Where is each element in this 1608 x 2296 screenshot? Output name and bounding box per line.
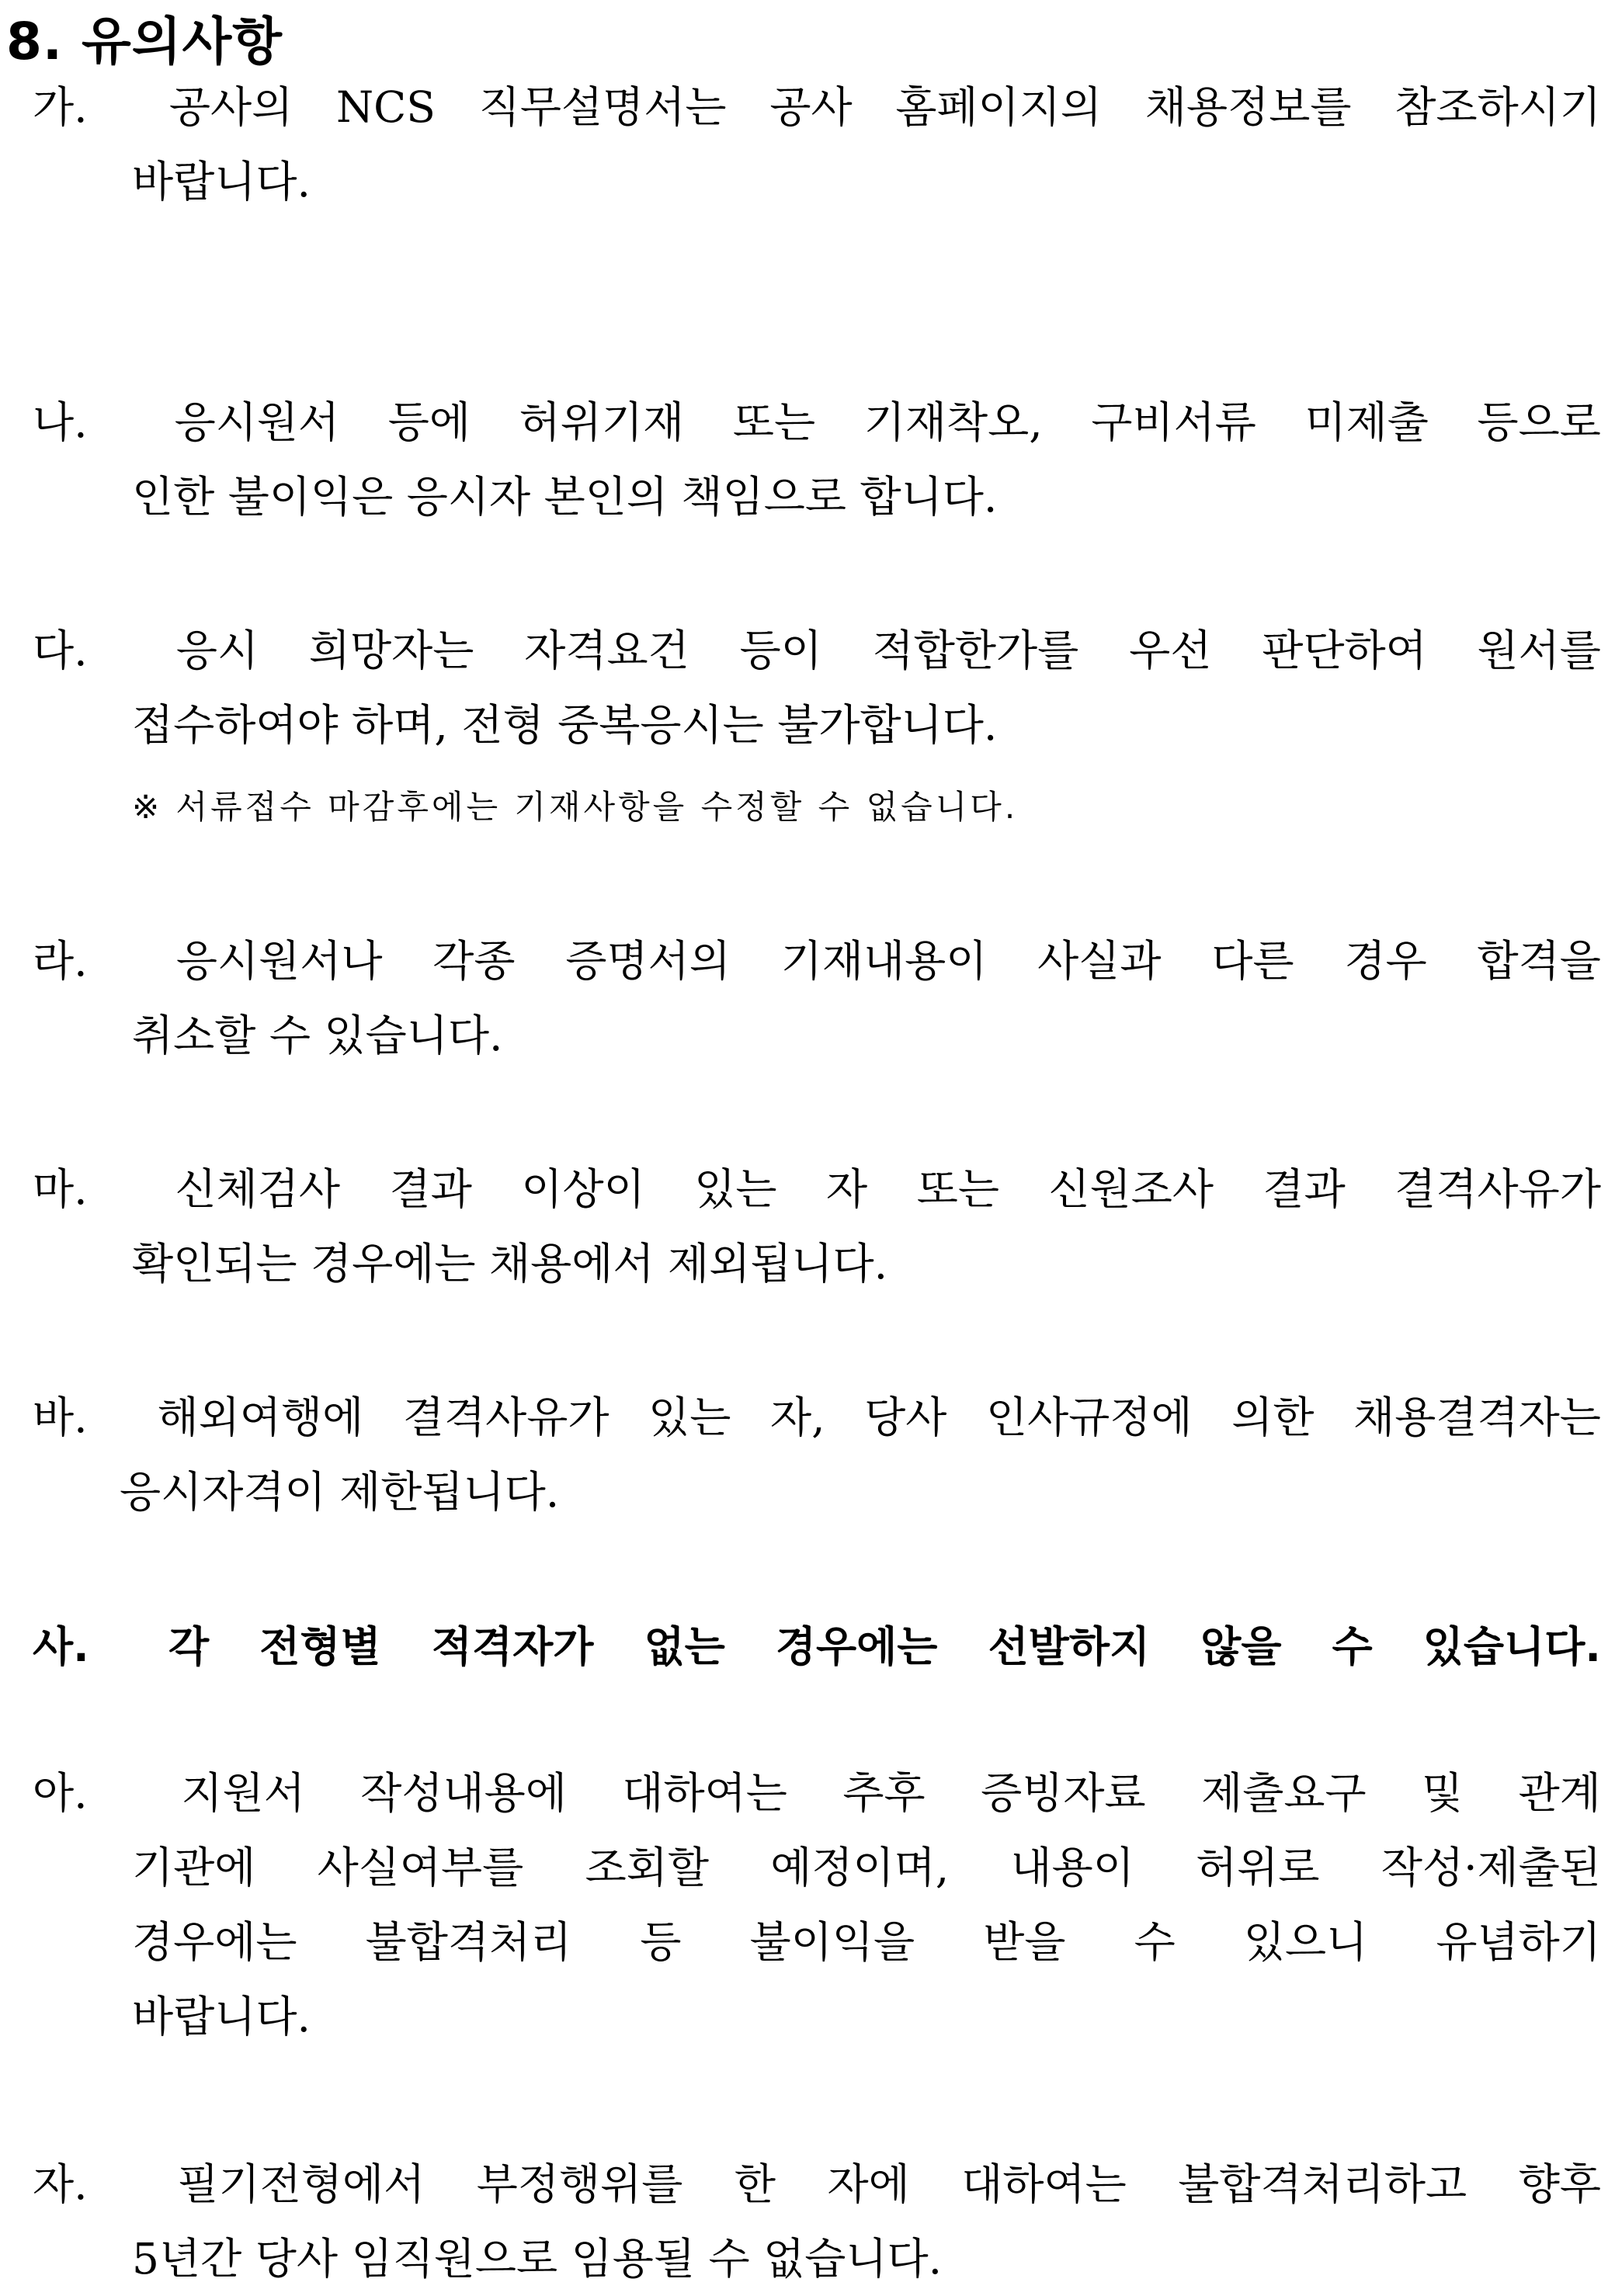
line-text: 응시자격이 제한됩니다. [120,1467,560,1517]
item-continuation-line [33,1979,1601,2054]
word: 선발하지 [988,1622,1151,1671]
word: 관계 [1518,1768,1601,1818]
word: 있으니 [1243,1917,1368,1967]
word: 다른 [1211,936,1294,986]
word: 응시원서 [174,397,340,447]
line-text: 확인되는 경우에는 채용에서 제외됩니다. [132,1239,888,1288]
item-first-line [33,1756,1601,1830]
word: 있습니다. [1422,1622,1601,1671]
word: 않을 [1200,1622,1282,1671]
line-text: 접수하여야 하며, 전형 중복응시는 불가합니다. [132,700,998,750]
word: 또는 [732,397,816,447]
line-text: 5년간 당사 임직원으로 임용될 수 없습니다. [132,2234,943,2284]
word: 경우 [1344,936,1427,986]
word: 당사 [864,1393,947,1442]
item-continuation-line [33,1905,1601,1979]
line-text: 바랍니다. [132,157,311,206]
item-marker: 사. [33,1622,89,1671]
notice-item-ra [33,924,1601,1073]
note-text: ※ 서류접수 마감후에는 기재사항을 수정할 수 없습니다. [132,788,1019,826]
notice-item-ga [33,70,1601,219]
item-continuation-line [33,998,1601,1073]
word: 있는 [648,1393,731,1442]
word: 적합한가를 [872,626,1079,675]
word: 홈페이지의 [895,82,1103,132]
word: 제출요구 [1201,1768,1367,1818]
item-continuation-line [33,460,1601,534]
word: 작성내용에 [360,1768,567,1818]
item-continuation-line [33,144,1601,219]
notice-item-ja [33,2147,1601,2296]
word: 사실여부를 [317,1843,524,1892]
word: 구비서류 [1091,397,1256,447]
word: 대하여는 [961,2159,1127,2209]
section-heading: 8. 유의사항 [6,12,283,71]
word: 각종 [432,936,516,986]
word: 경우에는 [132,1917,297,1967]
notice-item-ba [33,1380,1601,1529]
word: 자에 [827,2159,910,2209]
word: 자격요건 [524,626,689,675]
word: 기관에 [132,1843,256,1892]
word: 불합격처리 [365,1917,572,1967]
word: 사실과 [1037,936,1162,986]
item-marker: 나. [33,397,88,447]
item-continuation-line [33,688,1601,762]
word: 필기전형에서 [177,2159,425,2209]
word: 결과 [1262,1164,1346,1214]
word: 적격자가 [431,1622,594,1671]
word: 등에 [387,397,471,447]
word: 응시 [175,626,259,675]
word: 수 [1332,1622,1373,1671]
line-text: 취소할 수 있습니다. [132,1011,503,1060]
word: 결격사유가 [1394,1164,1601,1214]
item-marker: 라. [33,936,88,986]
word: 전형별 [259,1622,381,1671]
item-continuation-line [33,2221,1601,2296]
word: 대하여는 [622,1768,787,1818]
item-marker: 바. [33,1393,88,1442]
word: 기재착오, [863,397,1043,447]
word: 각 [168,1622,210,1671]
word: 부정행위를 [476,2159,683,2209]
word: 유념하기 [1436,1917,1601,1967]
item-first-line [33,1380,1601,1455]
notice-item-da [33,613,1601,762]
line-text: 바랍니다. [132,1992,311,2041]
item-first-line [33,613,1601,688]
word: 참조하시기 [1394,82,1601,132]
word: 있는 [694,1164,777,1214]
word: 증빙자료 [981,1768,1146,1818]
word: 신체검사 [175,1164,341,1214]
item-marker: 다. [33,626,88,675]
word: 응시원서나 [175,936,383,986]
word: 없는 [644,1622,725,1671]
notice-item-sa [33,1610,1601,1684]
word: 공사의 [168,82,293,132]
item-marker: 아. [33,1768,88,1818]
word: 허위기재 [519,397,685,447]
word: 수 [1134,1917,1176,1967]
word: 불이익을 [749,1917,915,1967]
word: 인사규정에 [986,1393,1193,1442]
word: 및 [1422,1768,1464,1818]
notice-item-na [33,385,1601,534]
item-first-line [33,2147,1601,2221]
item-marker: 가. [33,82,88,132]
word: 등으로 [1477,397,1601,447]
word: 기재내용이 [780,936,988,986]
word: 등이 [739,626,822,675]
word: 희망자는 [308,626,474,675]
word: 예정이며, [770,1843,950,1892]
item-first-line [33,1610,1601,1684]
word: 합격을 [1477,936,1601,986]
word: 자 [826,1164,868,1214]
word: 결격사유가 [402,1393,610,1442]
word: 원서를 [1477,626,1601,675]
word: 자, [769,1393,825,1442]
word: 공사 [769,82,853,132]
word: 직무설명서는 [478,82,727,132]
word: 허위로 [1196,1843,1320,1892]
word: 결과 [389,1164,472,1214]
item-first-line [33,924,1601,998]
word: 의한 [1231,1393,1315,1442]
word: 불합격처리하고 [1178,2159,1467,2209]
item-continuation-line [33,1830,1601,1905]
word: 추후 [842,1768,926,1818]
item-marker: 마. [33,1164,88,1214]
item-first-line [33,385,1601,460]
word: 내용이 [1010,1843,1134,1892]
item-first-line [33,70,1601,144]
word: 채용정보를 [1144,82,1352,132]
notice-item-a [33,1756,1601,2054]
word: 한 [734,2159,776,2209]
word: 이상이 [521,1164,645,1214]
word: 지원서 [181,1768,305,1818]
item-continuation-line [33,1226,1601,1301]
word: 또는 [916,1164,999,1214]
line-text: 인한 불이익은 응시자 본인의 책임으로 합니다. [132,472,998,522]
word: 받을 [983,1917,1066,1967]
word: 등 [640,1917,682,1967]
notice-item-ma [33,1152,1601,1301]
word: 경우에는 [775,1622,938,1671]
word: 우선 [1129,626,1212,675]
word: 작성·제출된 [1381,1843,1601,1892]
word: 조회할 [585,1843,709,1892]
word: 채용결격자는 [1353,1393,1601,1442]
word: 향후 [1518,2159,1601,2209]
word: 판단하여 [1262,626,1427,675]
word: 증명서의 [565,936,731,986]
word: 미제출 [1304,397,1429,447]
word: NCS [336,82,436,132]
word: 신원조사 [1048,1164,1214,1214]
item-continuation-line [33,1455,1601,1529]
word: 해외여행에 [157,1393,364,1442]
item-first-line [33,1152,1601,1226]
item-marker: 자. [33,2159,88,2209]
